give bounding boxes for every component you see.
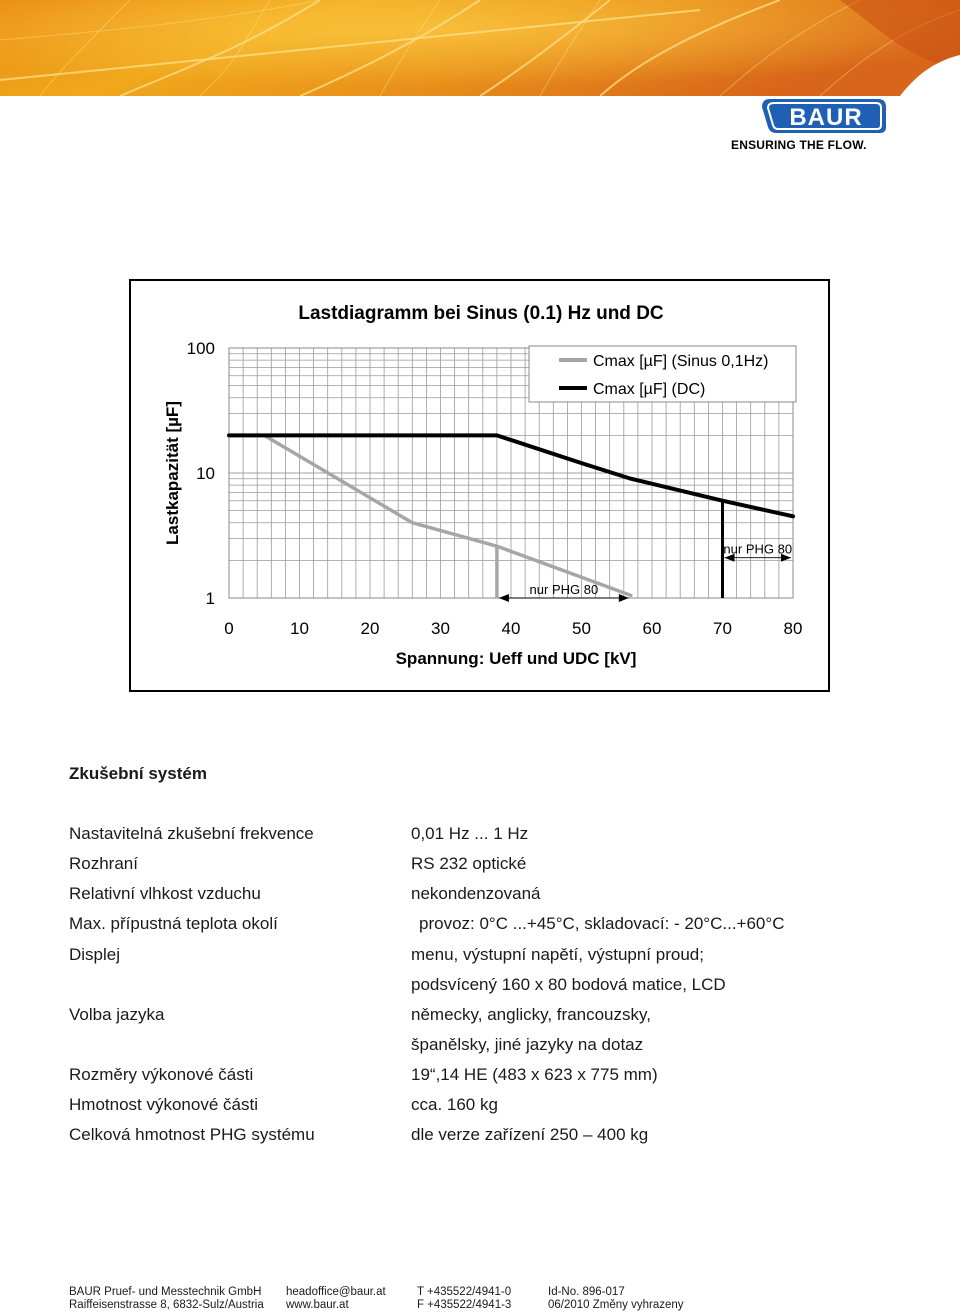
load-diagram-svg (131, 281, 828, 690)
spec-label-total-weight: Celková hmotnost PHG systému (69, 1125, 315, 1144)
x-tick-label: 70 (713, 619, 732, 638)
y-tick-label: 1 (205, 589, 215, 608)
y-tick-label: 100 (186, 339, 215, 358)
footer-phone: T +435522/4941-0 (417, 1286, 512, 1298)
footer-website[interactable]: www.baur.at (286, 1299, 349, 1311)
x-tick-label: 80 (783, 619, 803, 638)
spec-label-dimensions: Rozměry výkonové části (69, 1065, 254, 1084)
spec-value-language-line1: německy, anglicky, francouzsky, (411, 1005, 651, 1024)
spec-label-humidity: Relativní vlhkost vzduchu (69, 884, 261, 903)
annotation-arrow-head (499, 594, 509, 602)
y-tick-label: 10 (196, 464, 215, 483)
spec-value-weight-power-unit: cca. 160 kg (411, 1095, 498, 1114)
annotation-label: nur PHG 80 (723, 541, 793, 557)
chart-title: Lastdiagramm bei Sinus (0.1) Hz und DC (298, 303, 664, 324)
chart-annotations (497, 501, 792, 602)
spec-value-humidity: nekondenzovaná (411, 884, 541, 903)
section-title: Zkušební systém (69, 764, 207, 783)
legend-entry-1: Cmax [µF] (DC) (593, 381, 706, 398)
y-axis-label: Lastkapazität [µF] (163, 401, 182, 545)
spec-label-temperature: Max. přípustná teplota okolí (69, 914, 278, 933)
spec-value-interface: RS 232 optické (411, 854, 527, 873)
spec-value-temperature: provoz: 0°C ...+45°C, skladovací: - 20°C...+60°C (419, 914, 785, 933)
load-diagram-chart (129, 279, 830, 692)
spec-value-language-line2: španělsky, jiné jazyky na dotaz (411, 1035, 644, 1054)
x-tick-label: 30 (431, 619, 450, 638)
footer-company: BAUR Pruef- und Messtechnik GmbH (69, 1286, 262, 1298)
spec-label-frequency: Nastavitelná zkušební frekvence (69, 824, 314, 843)
x-axis-label: Spannung: Ueff und UDC [kV] (395, 649, 637, 668)
spec-label-language: Volba jazyka (69, 1005, 165, 1024)
logo-wordmark: BAUR (789, 104, 863, 131)
footer-email[interactable]: headoffice@baur.at (286, 1286, 386, 1298)
spec-label-display: Displej (69, 945, 121, 964)
legend-entry-0: Cmax [µF] (Sinus 0,1Hz) (593, 353, 769, 370)
footer-id-number: Id-No. 896-017 (548, 1286, 625, 1298)
spec-value-total-weight: dle verze zařízení 250 – 400 kg (411, 1125, 649, 1144)
x-tick-label: 0 (224, 619, 234, 638)
spec-value-dimensions: 19“,14 HE (483 x 623 x 775 mm) (411, 1065, 658, 1084)
x-tick-label: 60 (642, 619, 662, 638)
x-tick-label: 10 (290, 619, 309, 638)
spec-value-display-line1: menu, výstupní napětí, výstupní proud; (411, 945, 704, 964)
spec-value-frequency: 0,01 Hz ... 1 Hz (411, 824, 529, 843)
footer-fax: F +435522/4941-3 (417, 1299, 512, 1311)
chart-legend (529, 346, 796, 402)
x-tick-label: 40 (501, 619, 521, 638)
annotation-label: nur PHG 80 (529, 582, 599, 597)
x-tick-label: 50 (572, 619, 591, 638)
logo-tagline: ENSURING THE FLOW. (731, 138, 867, 152)
footer-address: Raiffeisenstrasse 8, 6832-Sulz/Austria (69, 1299, 264, 1311)
spec-label-interface: Rozhraní (69, 854, 138, 873)
footer-date-note: 06/2010 Změny vyhrazeny (548, 1299, 684, 1311)
spec-label-weight-power-unit: Hmotnost výkonové části (69, 1095, 258, 1114)
spec-value-display-line2: podsvícený 160 x 80 bodová matice, LCD (411, 975, 726, 994)
header-leaf-image (0, 0, 960, 96)
x-tick-label: 20 (360, 619, 380, 638)
